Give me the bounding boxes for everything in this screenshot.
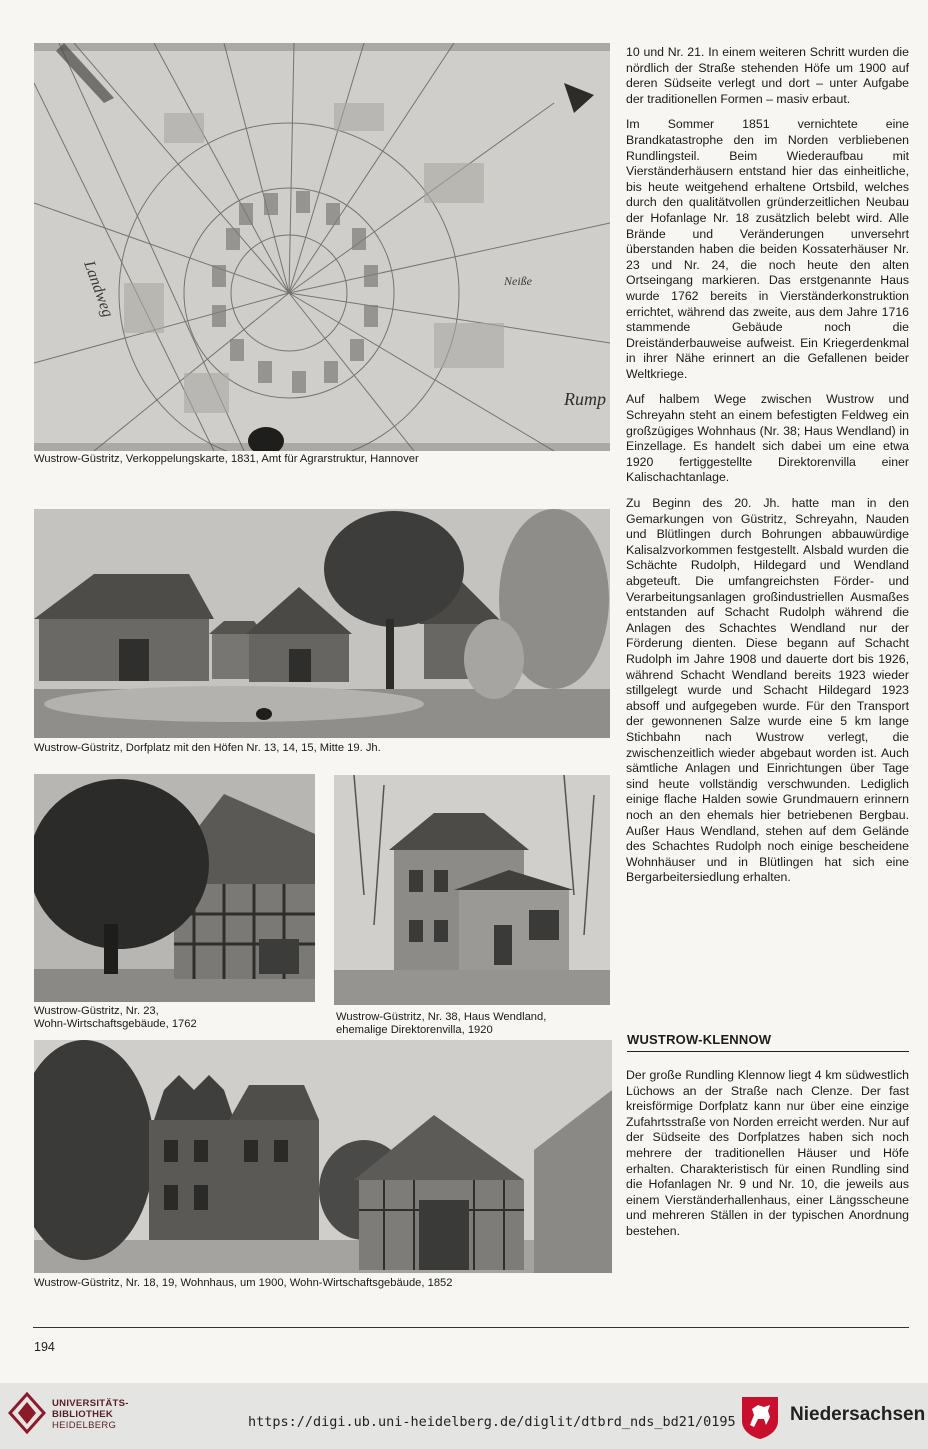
niedersachsen-horse-icon[interactable] [740,1395,780,1439]
paragraph-1: 10 und Nr. 21. In einem weiteren Schritt wurden die nördlich der Straße stehenden Höfe um 1900 auf deren Südseite verlegt und dort – unter Aufgabe der traditionellen Formen – masiv erbaut. [626,45,909,106]
university-library-name [52,1398,129,1431]
nr38-photo [334,775,610,1005]
caption-nr38-line1: Wustrow-Güstritz, Nr. 38, Haus Wendland, [336,1011,547,1023]
paragraph-3: Auf halbem Wege zwischen Wustrow und Schreyahn steht an einem befestigten Feldweg ein großzügiges Wohnhaus (Nr. 38; Haus Wendland) in Einzellage. Es handelt sich dabei um eine etwa 1920 fertiggestellte Direktorenvilla einer Kalischachtanlage. [626,392,909,485]
map-photo [34,43,610,451]
nr23-photo [34,774,315,1002]
library-line-2: BIBLIOTHEK [52,1409,114,1420]
map-label-rump: Rump [564,389,606,409]
university-library-logo-icon[interactable] [8,1392,46,1434]
caption-nr23-line2: Wohn-Wirtschaftsgebäude, 1762 [34,1018,197,1031]
page-number: 194 [34,1340,55,1354]
paragraph-5: Der große Rundling Klennow liegt 4 km südwestlich Lüchows an der Straße nach Clenze. Der fast kreisförmige Dorfplatz kann nur über eine einzige Zufahrtsstraße von Norden erreicht werden. Nur auf der Südseite des Dorfplatzes haben sich noch mehrere der traditionellen Häuser und Höfe erhalten. Charakteristisch für einen Rundling sind die Hofanlagen Nr. 9 und Nr. 10, die jeweils aus einem Vierständerhallenhaus, einer Längsscheune und mehreren Ställen in der typischen Anordnung bestehen. [626,1068,909,1238]
caption-nr23-line1: Wustrow-Güstritz, Nr. 23, [34,1005,159,1017]
caption-nr38-line2: ehemalige Direktorenvilla, 1920 [336,1024,493,1037]
library-line-3: HEIDELBERG [52,1420,117,1431]
paragraph-2: Im Sommer 1851 vernichtete eine Brandkatastrophe den im Norden verbliebenen Rundlingsteil. Beim Wiederaufbau mit Vierständerhäusern entstand hier das einheitliche, bis heute weitgehend erhaltene Ortsbild, welches durch den qualitätvollen gründerzeitlichen Neubau der Hofanlage Nr. 18 zusätzlich belebt wird. Alle Brände und Veränderungen unversehrt überstanden haben die beiden Kossaterhäuser Nr. 23 und Nr. 24, die noch heute den alten Ortseingang markieren. Das erstgenannte Haus wurde 1762 bereits in Vierständerkonstruktion errichtet, während das zweite, aus dem Jahre 1716 stammende Gebäude noch die Dreiständerbauweise aufweist. Ein Kriegerdenkmal in ihrer Nähe erinnert an die Gefallenen beider Weltkriege. [626,117,909,381]
caption-dorfplatz: Wustrow-Güstritz, Dorfplatz mit den Höfen Nr. 13, 14, 15, Mitte 19. Jh. [34,742,381,754]
map-label-landweg: Landweg [80,258,117,320]
dorfplatz-photo [34,509,610,738]
niedersachsen-wordmark[interactable]: Niedersachsen [790,1404,926,1425]
caption-map: Wustrow-Güstritz, Verkoppelungskarte, 1831, Amt für Agrarstruktur, Hannover [34,453,419,465]
body-text-column [626,45,909,896]
document-url-link[interactable]: https://digi.ub.uni-heidelberg.de/diglit/dtbrd_nds_bd21/0195 [248,1414,736,1430]
caption-nr23 [34,1005,314,1032]
map-label-neisse: Neiße [504,274,532,288]
library-line-1: UNIVERSITÄTS- [52,1398,129,1409]
footer-rule [33,1327,909,1328]
caption-nr38 [336,1011,612,1038]
section-heading: WUSTROW-KLENNOW [627,1032,909,1052]
caption-nr18: Wustrow-Güstritz, Nr. 18, 19, Wohnhaus, um 1900, Wohn-Wirtschaftsgebäude, 1852 [34,1277,453,1289]
nr18-photo [34,1040,612,1273]
body-text-column-2 [626,1068,909,1250]
paragraph-4: Zu Beginn des 20. Jh. hatte man in den Gemarkungen von Güstritz, Schreyahn, Nauden und Blütlingen durch Bohrungen abbauwürdige Kalisalzvorkommen festgestellt. Alsbald wurden die Schächte Rudolph, Hildegard und Wendland abgeteuft. Die umfangreichsten Förder- und Verarbeitungsanlagen großindustriellen Ausmaßes entstanden auf Schacht Rudolph während die Anlagen des Schachtes Wendland nur der Förderung dienten. Diese begann auf Schacht Rudolph im Jahre 1908 und dauerte dort bis 1926, während Schacht Wendland bereits 1923 wieder stillgelegt wurde und Schacht Hildegard 1923 absoff und aufgegeben wurde. Für den Transport der gewonnenen Salze wurde eine 5 km lange Stichbahn nach Wustrow verlegt, die zwischenzeitlich wieder abgebaut worden ist. Auch sämtliche Anlagen und Einrichtungen über Tage sind heute vollständig verschwunden. Lediglich einige flache Halden sowie Grundmauern erinnern noch an den ehemals hier betriebenen Bergbau. Außer Haus Wendland, stehen auf dem Gelände des Schachtes Rudolph noch einige bescheidene Wohnhäuser und in Blütlingen hat sich eine Bergarbeitersiedlung erhalten. [626,496,909,885]
